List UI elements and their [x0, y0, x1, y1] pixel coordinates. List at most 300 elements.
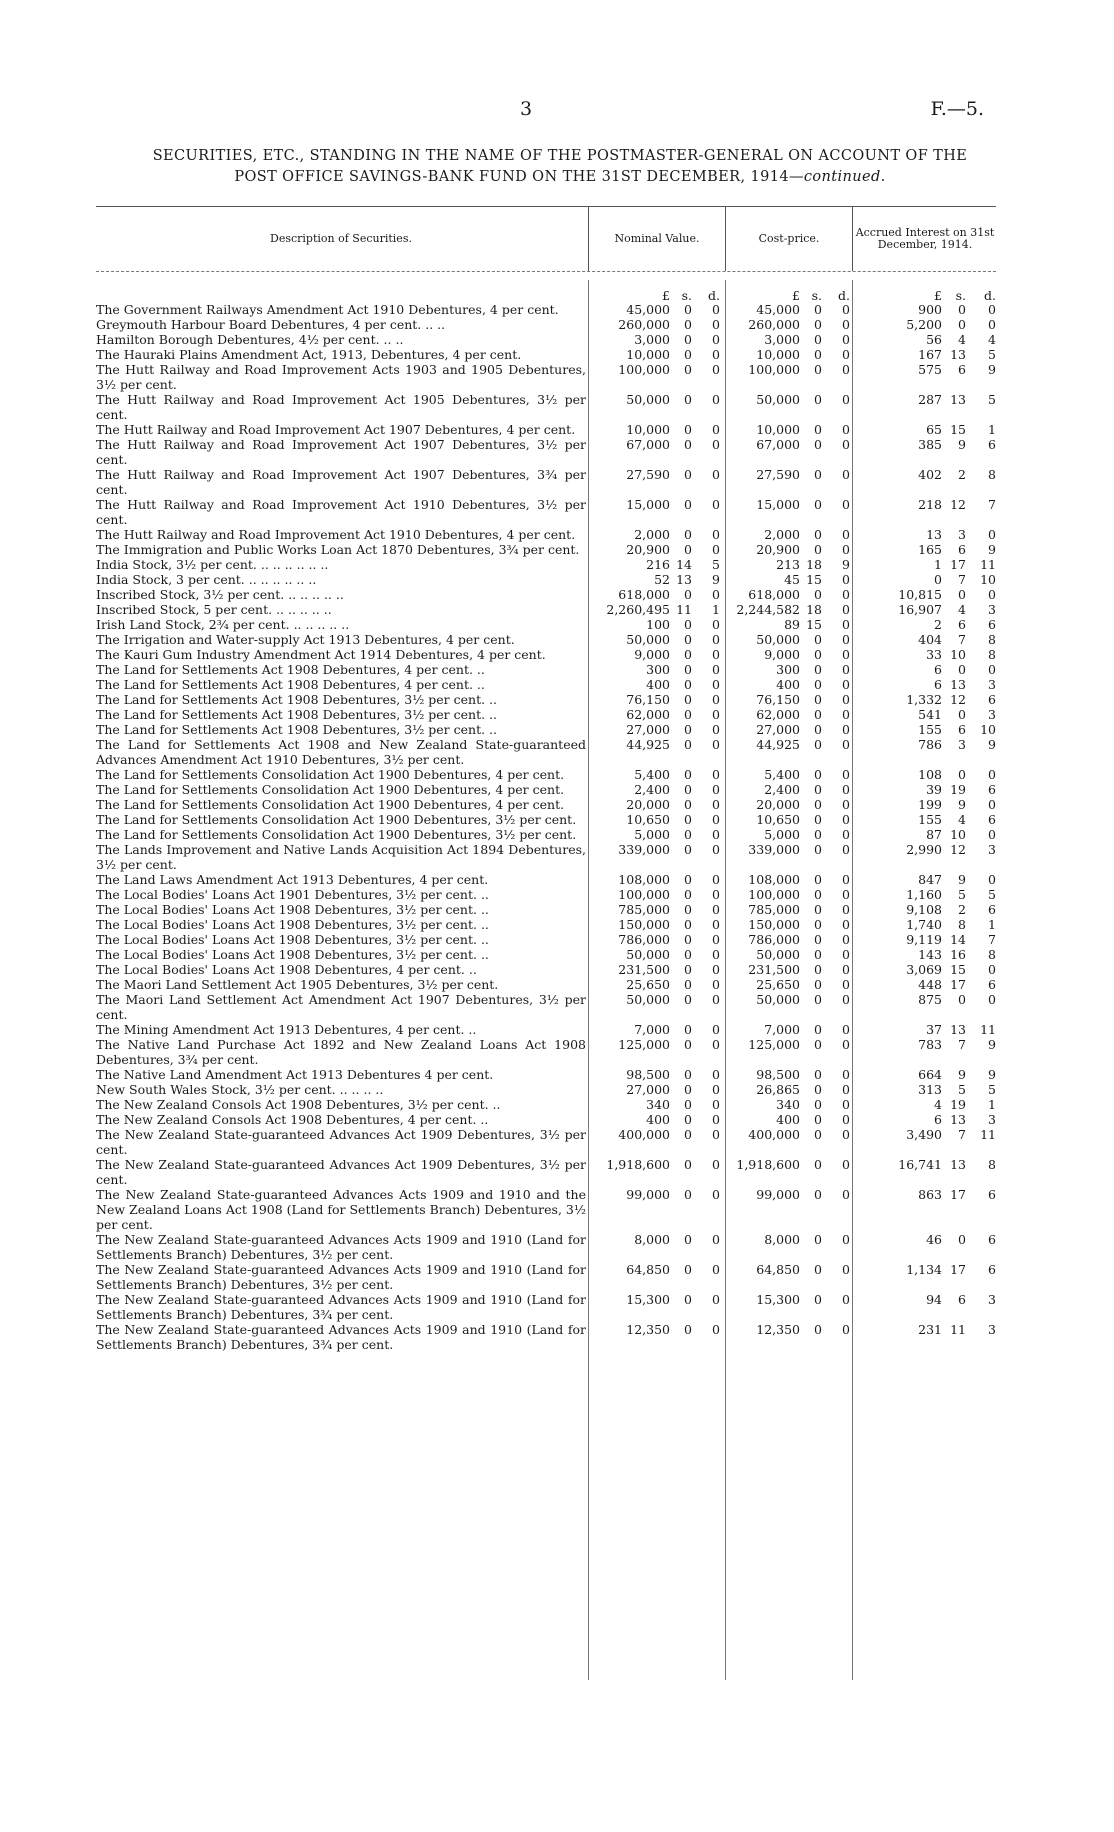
nominal-value-shillings: 0: [684, 902, 692, 917]
nominal-value-shillings: 0: [684, 332, 692, 347]
nominal-value-pounds: 27,000: [626, 722, 670, 737]
cost-price-pounds: 89: [784, 617, 800, 632]
nominal-value-pence: 0: [712, 437, 720, 452]
cost-price-shillings: 0: [814, 1022, 822, 1037]
nominal-value-pounds: 339,000: [618, 842, 670, 857]
security-description: The Local Bodies' Loans Act 1901 Debentures, 3½ per cent. ..: [96, 887, 489, 902]
nominal-value-shillings: 0: [684, 347, 692, 362]
accrued-interest-pence: 8: [988, 1157, 996, 1172]
cost-price-shillings: 0: [814, 722, 822, 737]
nominal-value-pounds: 64,850: [626, 1262, 670, 1277]
cost-price-shillings: 0: [814, 1232, 822, 1247]
accrued-interest-pence: 3: [988, 1322, 996, 1337]
security-row: [96, 467, 996, 497]
cost-price-pounds: 5,400: [764, 767, 800, 782]
accrued-interest-pounds: 448: [918, 977, 942, 992]
cost-price-pounds: 231,500: [748, 962, 800, 977]
security-description: The Land for Settlements Act 1908 Debentures, 3½ per cent. ..: [96, 722, 497, 737]
security-description: The Hutt Railway and Road Improvement Act 1907 Debentures, 4 per cent.: [96, 422, 576, 437]
accrued-interest-pence: 10: [980, 572, 996, 587]
nominal-value-shillings: 0: [684, 1037, 692, 1052]
nominal-value-pounds: 10,000: [626, 347, 670, 362]
security-row: [96, 437, 996, 467]
unit-pound: £: [934, 288, 942, 303]
accrued-interest-pence: 7: [988, 497, 996, 512]
cost-price-pence: 0: [842, 902, 850, 917]
cost-price-pounds: 3,000: [764, 332, 800, 347]
accrued-interest-pence: 0: [988, 797, 996, 812]
nominal-value-pence: 0: [712, 1187, 720, 1202]
nominal-value-pounds: 20,000: [626, 797, 670, 812]
cost-price-pence: 0: [842, 467, 850, 482]
accrued-interest-shillings: 9: [958, 797, 966, 812]
accrued-interest-shillings: 14: [950, 932, 966, 947]
nominal-value-pence: 0: [712, 1127, 720, 1142]
nominal-value-pounds: 786,000: [618, 932, 670, 947]
cost-price-pence: 0: [842, 932, 850, 947]
cost-price-pence: 0: [842, 1067, 850, 1082]
accrued-interest-pence: 6: [988, 977, 996, 992]
accrued-interest-pounds: 287: [918, 392, 942, 407]
security-row: [96, 362, 996, 392]
accrued-interest-pence: 3: [988, 1112, 996, 1127]
security-description: The Hauraki Plains Amendment Act, 1913, Debentures, 4 per cent.: [96, 347, 522, 362]
accrued-interest-shillings: 2: [958, 902, 966, 917]
nominal-value-pounds: 25,650: [626, 977, 670, 992]
cost-price-pounds: 8,000: [764, 1232, 800, 1247]
cost-price-shillings: 0: [814, 467, 822, 482]
nominal-value-shillings: 0: [684, 797, 692, 812]
accrued-interest-pounds: 167: [918, 347, 942, 362]
security-row: [96, 662, 996, 677]
nominal-value-pounds: 50,000: [626, 632, 670, 647]
accrued-interest-pence: 3: [988, 602, 996, 617]
nominal-value-pounds: 150,000: [618, 917, 670, 932]
cost-price-pence: 0: [842, 827, 850, 842]
nominal-value-pounds: 7,000: [634, 1022, 670, 1037]
nominal-value-shillings: 0: [684, 1112, 692, 1127]
security-row: [96, 722, 996, 737]
cost-price-pounds: 100,000: [748, 362, 800, 377]
security-row: [96, 947, 996, 962]
cost-price-shillings: 0: [814, 677, 822, 692]
accrued-interest-pounds: 155: [918, 812, 942, 827]
accrued-interest-pence: 6: [988, 617, 996, 632]
accrued-interest-pence: 0: [988, 662, 996, 677]
cost-price-pounds: 108,000: [748, 872, 800, 887]
nominal-value-shillings: 0: [684, 1322, 692, 1337]
security-description: The Hutt Railway and Road Improvement Acts 1903 and 1905 Debentures, 3½ per cent.: [96, 362, 586, 392]
accrued-interest-pounds: 575: [918, 362, 942, 377]
cost-price-pounds: 76,150: [756, 692, 800, 707]
cost-price-pounds: 339,000: [748, 842, 800, 857]
nominal-value-shillings: 0: [684, 317, 692, 332]
nominal-value-shillings: 0: [684, 467, 692, 482]
nominal-value-shillings: 0: [684, 587, 692, 602]
cost-price-shillings: 0: [814, 977, 822, 992]
accrued-interest-shillings: 12: [950, 497, 966, 512]
accrued-interest-shillings: 3: [958, 737, 966, 752]
accrued-interest-pence: 11: [980, 1022, 996, 1037]
nominal-value-shillings: 0: [684, 917, 692, 932]
cost-price-pounds: 150,000: [748, 917, 800, 932]
security-description: The Local Bodies' Loans Act 1908 Debentures, 4 per cent. ..: [96, 962, 477, 977]
cost-price-pounds: 125,000: [748, 1037, 800, 1052]
nominal-value-pence: 0: [712, 1067, 720, 1082]
nominal-value-pounds: 15,000: [626, 497, 670, 512]
accrued-interest-pence: 0: [988, 962, 996, 977]
security-description: The New Zealand State-guaranteed Advances Acts 1909 and 1910 (Land for Settlements Branch) Debentures, 3¾ per cent.: [96, 1292, 586, 1322]
accrued-interest-shillings: 10: [950, 827, 966, 842]
accrued-interest-pounds: 4: [934, 1097, 942, 1112]
nominal-value-pounds: 108,000: [618, 872, 670, 887]
accrued-interest-pence: 6: [988, 692, 996, 707]
security-row: [96, 497, 996, 527]
accrued-interest-pounds: 16,741: [898, 1157, 942, 1172]
securities-rows: [96, 302, 996, 1352]
unit-shillings: s.: [955, 288, 966, 303]
nominal-value-pence: 0: [712, 647, 720, 662]
cost-price-pence: 0: [842, 302, 850, 317]
nominal-value-pounds: 231,500: [618, 962, 670, 977]
security-description: The Local Bodies' Loans Act 1908 Debentures, 3½ per cent. ..: [96, 932, 489, 947]
nominal-value-pence: 0: [712, 692, 720, 707]
nominal-value-shillings: 0: [684, 887, 692, 902]
accrued-interest-pounds: 1,134: [906, 1262, 942, 1277]
nominal-value-pence: 0: [712, 1262, 720, 1277]
cost-price-pounds: 400: [776, 677, 800, 692]
nominal-value-shillings: 0: [684, 947, 692, 962]
security-description: The New Zealand Consols Act 1908 Debentures, 3½ per cent. ..: [96, 1097, 501, 1112]
security-description: The Local Bodies' Loans Act 1908 Debentures, 3½ per cent. ..: [96, 947, 489, 962]
accrued-interest-pence: 5: [988, 1082, 996, 1097]
security-row: [96, 887, 996, 902]
cost-price-shillings: 0: [814, 302, 822, 317]
nominal-value-pounds: 10,000: [626, 422, 670, 437]
cost-price-pence: 0: [842, 1082, 850, 1097]
nominal-value-pounds: 5,400: [634, 767, 670, 782]
security-description: Inscribed Stock, 5 per cent. .. .. .. .. ..: [96, 602, 332, 617]
cost-price-pounds: 27,590: [756, 467, 800, 482]
cost-price-shillings: 0: [814, 527, 822, 542]
nominal-value-shillings: 0: [684, 737, 692, 752]
cost-price-shillings: 0: [814, 1037, 822, 1052]
accrued-interest-shillings: 0: [958, 992, 966, 1007]
security-description: New South Wales Stock, 3½ per cent. .. .. .. ..: [96, 1082, 384, 1097]
accrued-interest-pounds: 0: [934, 572, 942, 587]
nominal-value-shillings: 11: [676, 602, 692, 617]
security-row: [96, 1022, 996, 1037]
accrued-interest-pence: 6: [988, 902, 996, 917]
accrued-interest-shillings: 7: [958, 1127, 966, 1142]
nominal-value-pounds: 98,500: [626, 1067, 670, 1082]
security-row: [96, 902, 996, 917]
cost-price-shillings: 0: [814, 767, 822, 782]
nominal-value-shillings: 0: [684, 1127, 692, 1142]
cost-price-pence: 0: [842, 572, 850, 587]
accrued-interest-shillings: 6: [958, 542, 966, 557]
security-row: [96, 782, 996, 797]
cost-price-shillings: 0: [814, 392, 822, 407]
security-row: [96, 992, 996, 1022]
cost-price-pence: 0: [842, 692, 850, 707]
accrued-interest-pounds: 3,490: [906, 1127, 942, 1142]
cost-price-pounds: 10,000: [756, 347, 800, 362]
cost-price-pence: 0: [842, 662, 850, 677]
cost-price-pounds: 400,000: [748, 1127, 800, 1142]
accrued-interest-pence: 0: [988, 767, 996, 782]
accrued-interest-pence: 0: [988, 527, 996, 542]
nominal-value-shillings: 0: [684, 647, 692, 662]
nominal-value-shillings: 0: [684, 542, 692, 557]
accrued-interest-pounds: 9,119: [906, 932, 942, 947]
accrued-interest-shillings: 0: [958, 317, 966, 332]
security-row: [96, 977, 996, 992]
security-row: [96, 1037, 996, 1067]
accrued-interest-pence: 0: [988, 827, 996, 842]
accrued-interest-shillings: 12: [950, 842, 966, 857]
nominal-value-shillings: 0: [684, 977, 692, 992]
nominal-value-pence: 0: [712, 827, 720, 842]
accrued-interest-pounds: 1,332: [906, 692, 942, 707]
accrued-interest-pounds: 9,108: [906, 902, 942, 917]
accrued-interest-shillings: 6: [958, 617, 966, 632]
accrued-interest-shillings: 5: [958, 1082, 966, 1097]
nominal-value-pence: 0: [712, 317, 720, 332]
security-row: [96, 347, 996, 362]
nominal-value-pence: 0: [712, 1037, 720, 1052]
header-nominal-value: Nominal Value.: [588, 207, 725, 271]
nominal-value-pounds: 300: [646, 662, 670, 677]
security-row: [96, 1127, 996, 1157]
cost-price-shillings: 0: [814, 437, 822, 452]
security-description: Inscribed Stock, 3½ per cent. .. .. .. .. ..: [96, 587, 344, 602]
accrued-interest-pence: 3: [988, 707, 996, 722]
nominal-value-shillings: 0: [684, 1022, 692, 1037]
accrued-interest-pounds: 143: [918, 947, 942, 962]
accrued-interest-pence: 0: [988, 992, 996, 1007]
nominal-value-pence: 0: [712, 347, 720, 362]
cost-price-pence: 0: [842, 887, 850, 902]
cost-price-shillings: 0: [814, 632, 822, 647]
nominal-value-shillings: 0: [684, 692, 692, 707]
accrued-interest-pence: 3: [988, 842, 996, 857]
security-description: The Irrigation and Water-supply Act 1913 Debentures, 4 per cent.: [96, 632, 515, 647]
cost-price-pounds: 786,000: [748, 932, 800, 947]
accrued-interest-pence: 3: [988, 677, 996, 692]
cost-price-pounds: 98,500: [756, 1067, 800, 1082]
nominal-value-shillings: 0: [684, 812, 692, 827]
unit-pound: £: [792, 288, 800, 303]
accrued-interest-shillings: 4: [958, 812, 966, 827]
nominal-value-shillings: 0: [684, 362, 692, 377]
nominal-value-pounds: 50,000: [626, 992, 670, 1007]
cost-price-shillings: 15: [806, 617, 822, 632]
accrued-interest-shillings: 11: [950, 1322, 966, 1337]
security-row: [96, 1262, 996, 1292]
cost-price-shillings: 0: [814, 1127, 822, 1142]
nominal-value-pence: 0: [712, 902, 720, 917]
security-row: [96, 1097, 996, 1112]
security-row: [96, 767, 996, 782]
cost-price-shillings: 0: [814, 587, 822, 602]
accrued-interest-pence: 3: [988, 1292, 996, 1307]
cost-price-pence: 0: [842, 962, 850, 977]
accrued-interest-pence: 1: [988, 1097, 996, 1112]
accrued-interest-pence: 6: [988, 782, 996, 797]
nominal-value-pounds: 2,400: [634, 782, 670, 797]
accrued-interest-pounds: 2,990: [906, 842, 942, 857]
nominal-value-shillings: 0: [684, 767, 692, 782]
cost-price-pounds: 25,650: [756, 977, 800, 992]
security-row: [96, 707, 996, 722]
nominal-value-pounds: 5,000: [634, 827, 670, 842]
accrued-interest-shillings: 13: [950, 677, 966, 692]
nominal-value-pence: 0: [712, 932, 720, 947]
accrued-interest-pence: 4: [988, 332, 996, 347]
cost-price-pence: 0: [842, 1022, 850, 1037]
accrued-interest-shillings: 0: [958, 302, 966, 317]
header-description: Description of Securities.: [270, 232, 412, 245]
nominal-value-shillings: 0: [684, 437, 692, 452]
cost-price-shillings: 0: [814, 917, 822, 932]
document-title: [70, 146, 1050, 188]
cost-price-pounds: 15,300: [756, 1292, 800, 1307]
nominal-value-shillings: 0: [684, 872, 692, 887]
cost-price-pounds: 300: [776, 662, 800, 677]
accrued-interest-shillings: 6: [958, 1292, 966, 1307]
accrued-interest-pounds: 900: [918, 302, 942, 317]
accrued-interest-pounds: 402: [918, 467, 942, 482]
accrued-interest-pounds: 863: [918, 1187, 942, 1202]
nominal-value-shillings: 0: [684, 1097, 692, 1112]
nominal-value-pounds: 50,000: [626, 947, 670, 962]
nominal-value-pence: 0: [712, 362, 720, 377]
nominal-value-shillings: 0: [684, 932, 692, 947]
cost-price-pence: 0: [842, 767, 850, 782]
nominal-value-shillings: 0: [684, 962, 692, 977]
nominal-value-shillings: 0: [684, 662, 692, 677]
unit-header-row: [96, 288, 996, 302]
cost-price-shillings: 0: [814, 992, 822, 1007]
security-row: [96, 602, 996, 617]
accrued-interest-shillings: 10: [950, 647, 966, 662]
unit-pence: d.: [708, 288, 720, 303]
cost-price-pounds: 15,000: [756, 497, 800, 512]
security-row: [96, 917, 996, 932]
nominal-value-pounds: 27,000: [626, 1082, 670, 1097]
accrued-interest-pounds: 6: [934, 662, 942, 677]
accrued-interest-pence: 6: [988, 1232, 996, 1247]
cost-price-pence: 0: [842, 812, 850, 827]
cost-price-shillings: 0: [814, 1292, 822, 1307]
accrued-interest-pence: 9: [988, 737, 996, 752]
security-description: India Stock, 3½ per cent. .. .. .. .. .. ..: [96, 557, 329, 572]
accrued-interest-pence: 8: [988, 632, 996, 647]
accrued-interest-shillings: 3: [958, 527, 966, 542]
accrued-interest-pounds: 94: [926, 1292, 942, 1307]
cost-price-shillings: 0: [814, 827, 822, 842]
cost-price-pounds: 67,000: [756, 437, 800, 452]
cost-price-pounds: 20,000: [756, 797, 800, 812]
nominal-value-pence: 0: [712, 962, 720, 977]
nominal-value-pounds: 2,260,495: [606, 602, 670, 617]
cost-price-pence: 0: [842, 737, 850, 752]
accrued-interest-shillings: 12: [950, 692, 966, 707]
accrued-interest-pounds: 37: [926, 1022, 942, 1037]
accrued-interest-pounds: 313: [918, 1082, 942, 1097]
nominal-value-pounds: 2,000: [634, 527, 670, 542]
accrued-interest-pence: 6: [988, 1262, 996, 1277]
accrued-interest-pence: 9: [988, 362, 996, 377]
accrued-interest-shillings: 16: [950, 947, 966, 962]
accrued-interest-pounds: 783: [918, 1037, 942, 1052]
accrued-interest-shillings: 0: [958, 587, 966, 602]
security-row: [96, 797, 996, 812]
cost-price-pounds: 27,000: [756, 722, 800, 737]
cost-price-shillings: 0: [814, 707, 822, 722]
nominal-value-pounds: 67,000: [626, 437, 670, 452]
cost-price-pence: 0: [842, 977, 850, 992]
nominal-value-pounds: 62,000: [626, 707, 670, 722]
cost-price-pounds: 50,000: [756, 947, 800, 962]
nominal-value-pence: 0: [712, 302, 720, 317]
accrued-interest-pence: 8: [988, 467, 996, 482]
nominal-value-pounds: 45,000: [626, 302, 670, 317]
security-description: The Maori Land Settlement Act 1905 Debentures, 3½ per cent.: [96, 977, 499, 992]
title-line-2-text: POST OFFICE SAVINGS-BANK FUND ON THE 31ST DECEMBER, 1914—: [234, 169, 804, 185]
nominal-value-pence: 0: [712, 1322, 720, 1337]
accrued-interest-pounds: 165: [918, 542, 942, 557]
security-description: The Hutt Railway and Road Improvement Act 1910 Debentures, 3½ per cent.: [96, 497, 586, 527]
security-description: Greymouth Harbour Board Debentures, 4 per cent. .. ..: [96, 317, 446, 332]
nominal-value-pounds: 400: [646, 677, 670, 692]
nominal-value-shillings: 0: [684, 1187, 692, 1202]
accrued-interest-pence: 8: [988, 647, 996, 662]
cost-price-pounds: 260,000: [748, 317, 800, 332]
cost-price-pence: 0: [842, 392, 850, 407]
security-description: The Kauri Gum Industry Amendment Act 1914 Debentures, 4 per cent.: [96, 647, 546, 662]
cost-price-pounds: 44,925: [756, 737, 800, 752]
nominal-value-pence: 9: [712, 572, 720, 587]
accrued-interest-shillings: 4: [958, 332, 966, 347]
title-line-2: [70, 167, 1050, 188]
cost-price-shillings: 0: [814, 332, 822, 347]
cost-price-pence: 0: [842, 1127, 850, 1142]
cost-price-pounds: 12,350: [756, 1322, 800, 1337]
page-number: 3: [520, 98, 533, 120]
cost-price-pence: 0: [842, 497, 850, 512]
accrued-interest-pounds: 541: [918, 707, 942, 722]
security-description: The Immigration and Public Works Loan Act 1870 Debentures, 3¾ per cent.: [96, 542, 580, 557]
accrued-interest-pounds: 231: [918, 1322, 942, 1337]
nominal-value-pence: 0: [712, 1292, 720, 1307]
nominal-value-pence: 0: [712, 542, 720, 557]
cost-price-pence: 0: [842, 542, 850, 557]
cost-price-pence: 0: [842, 1157, 850, 1172]
accrued-interest-shillings: 8: [958, 917, 966, 932]
cost-price-pounds: 10,000: [756, 422, 800, 437]
accrued-interest-shillings: 0: [958, 1232, 966, 1247]
nominal-value-pounds: 15,300: [626, 1292, 670, 1307]
security-description: The Native Land Amendment Act 1913 Debentures 4 per cent.: [96, 1067, 494, 1082]
cost-price-pence: 0: [842, 317, 850, 332]
accrued-interest-shillings: 0: [958, 662, 966, 677]
cost-price-shillings: 0: [814, 947, 822, 962]
cost-price-pence: 0: [842, 1232, 850, 1247]
security-row: [96, 932, 996, 947]
header-cost-price: Cost-price.: [725, 207, 852, 271]
